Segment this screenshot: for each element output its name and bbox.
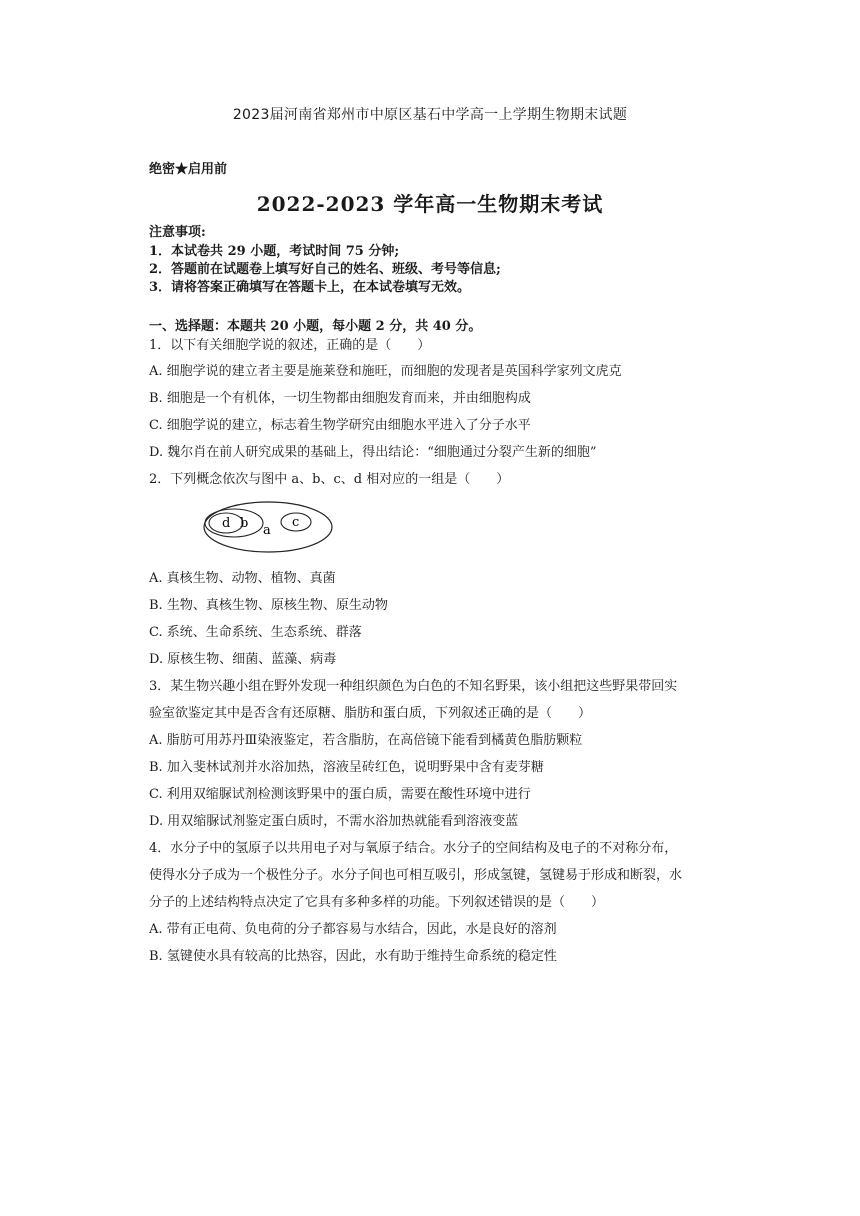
section-heading: 一、选择题：本题共 20 小题，每小题 2 分，共 40 分。 [149,319,482,334]
question-4-option-b: B. 氢键使水具有较高的比热容，因此，水有助于维持生命系统的稳定性 [149,949,557,964]
question-4-stem-line-1: 4．水分子中的氢原子以共用电子对与氧原子结合。水分子的空间结构及电子的不对称分布， [149,841,678,856]
question-3-stem-line-2: 验室欲鉴定其中是否含有还原糖、脂肪和蛋白质，下列叙述正确的是（ ） [149,706,592,721]
question-2-stem: 2．下列概念依次与图中 a、b、c、d 相对应的一组是（ ） [149,472,510,487]
question-3-option-c: C. 利用双缩脲试剂检测该野果中的蛋白质，需要在酸性环境中进行 [149,787,531,802]
notice-item-2: 2．答题前在试题卷上填写好自己的姓名、班级、考号等信息; [149,262,501,277]
question-4-stem-line-3: 分子的上述结构特点决定了它具有多种多样的功能。下列叙述错误的是（ ） [149,895,605,910]
notice-heading: 注意事项: [149,225,206,240]
question-1-option-d: D. 魏尔肖在前人研究成果的基础上，得出结论：“细胞通过分裂产生新的细胞” [149,445,597,460]
venn-label-d: d [222,516,231,531]
exam-title: 2022-2023 学年高一生物期末考试 [256,192,604,216]
question-2-option-b: B. 生物、真核生物、原核生物、原生动物 [149,598,388,613]
question-1-option-a: A. 细胞学说的建立者主要是施莱登和施旺，而细胞的发现者是英国科学家列文虎克 [149,364,622,379]
question-3-stem-line-1: 3．某生物兴趣小组在野外发现一种组织颜色为白色的不知名野果，该小组把这些野果带回实 [149,679,678,694]
question-3-option-d: D. 用双缩脲试剂鉴定蛋白质时，不需水浴加热就能看到溶液变蓝 [149,814,519,829]
question-2-option-a: A. 真核生物、动物、植物、真菌 [149,571,336,586]
question-4-option-a: A. 带有正电荷、负电荷的分子都容易与水结合，因此，水是良好的溶剂 [149,922,557,937]
question-2-option-d: D. 原核生物、细菌、蓝藻、病毒 [149,652,337,667]
concept-venn-diagram [200,500,340,560]
question-3-option-b: B. 加入斐林试剂并水浴加热，溶液呈砖红色，说明野果中含有麦芽糖 [149,760,544,775]
question-1-option-b: B. 细胞是一个有机体，一切生物都由细胞发育而来，并由细胞构成 [149,391,531,406]
question-1-stem: 1．以下有关细胞学说的叙述，正确的是（ ） [149,338,431,353]
question-4-stem-line-2: 使得水分子成为一个极性分子。水分子间也可相互吸引，形成氢键，氢键易于形成和断裂，水 [149,868,683,883]
confidential-label: 绝密★启用前 [149,162,228,177]
venn-label-a: a [263,523,271,538]
question-2-option-c: C. 系统、生命系统、生态系统、群落 [149,625,362,640]
document-title: 2023届河南省郑州市中原区基石中学高一上学期生物期末试题 [232,107,628,123]
notice-item-1: 1．本试卷共 29 小题，考试时间 75 分钟; [149,244,400,259]
question-3-option-a: A. 脂肪可用苏丹Ⅲ染液鉴定，若含脂肪，在高倍镜下能看到橘黄色脂肪颗粒 [149,733,583,748]
question-1-option-c: C. 细胞学说的建立，标志着生物学研究由细胞水平进入了分子水平 [149,418,531,433]
notice-item-3: 3．请将答案正确填写在答题卡上，在本试卷填写无效。 [149,280,471,295]
venn-ellipse-b [205,509,263,537]
venn-label-c: c [292,515,300,530]
venn-label-b: b [240,516,249,531]
